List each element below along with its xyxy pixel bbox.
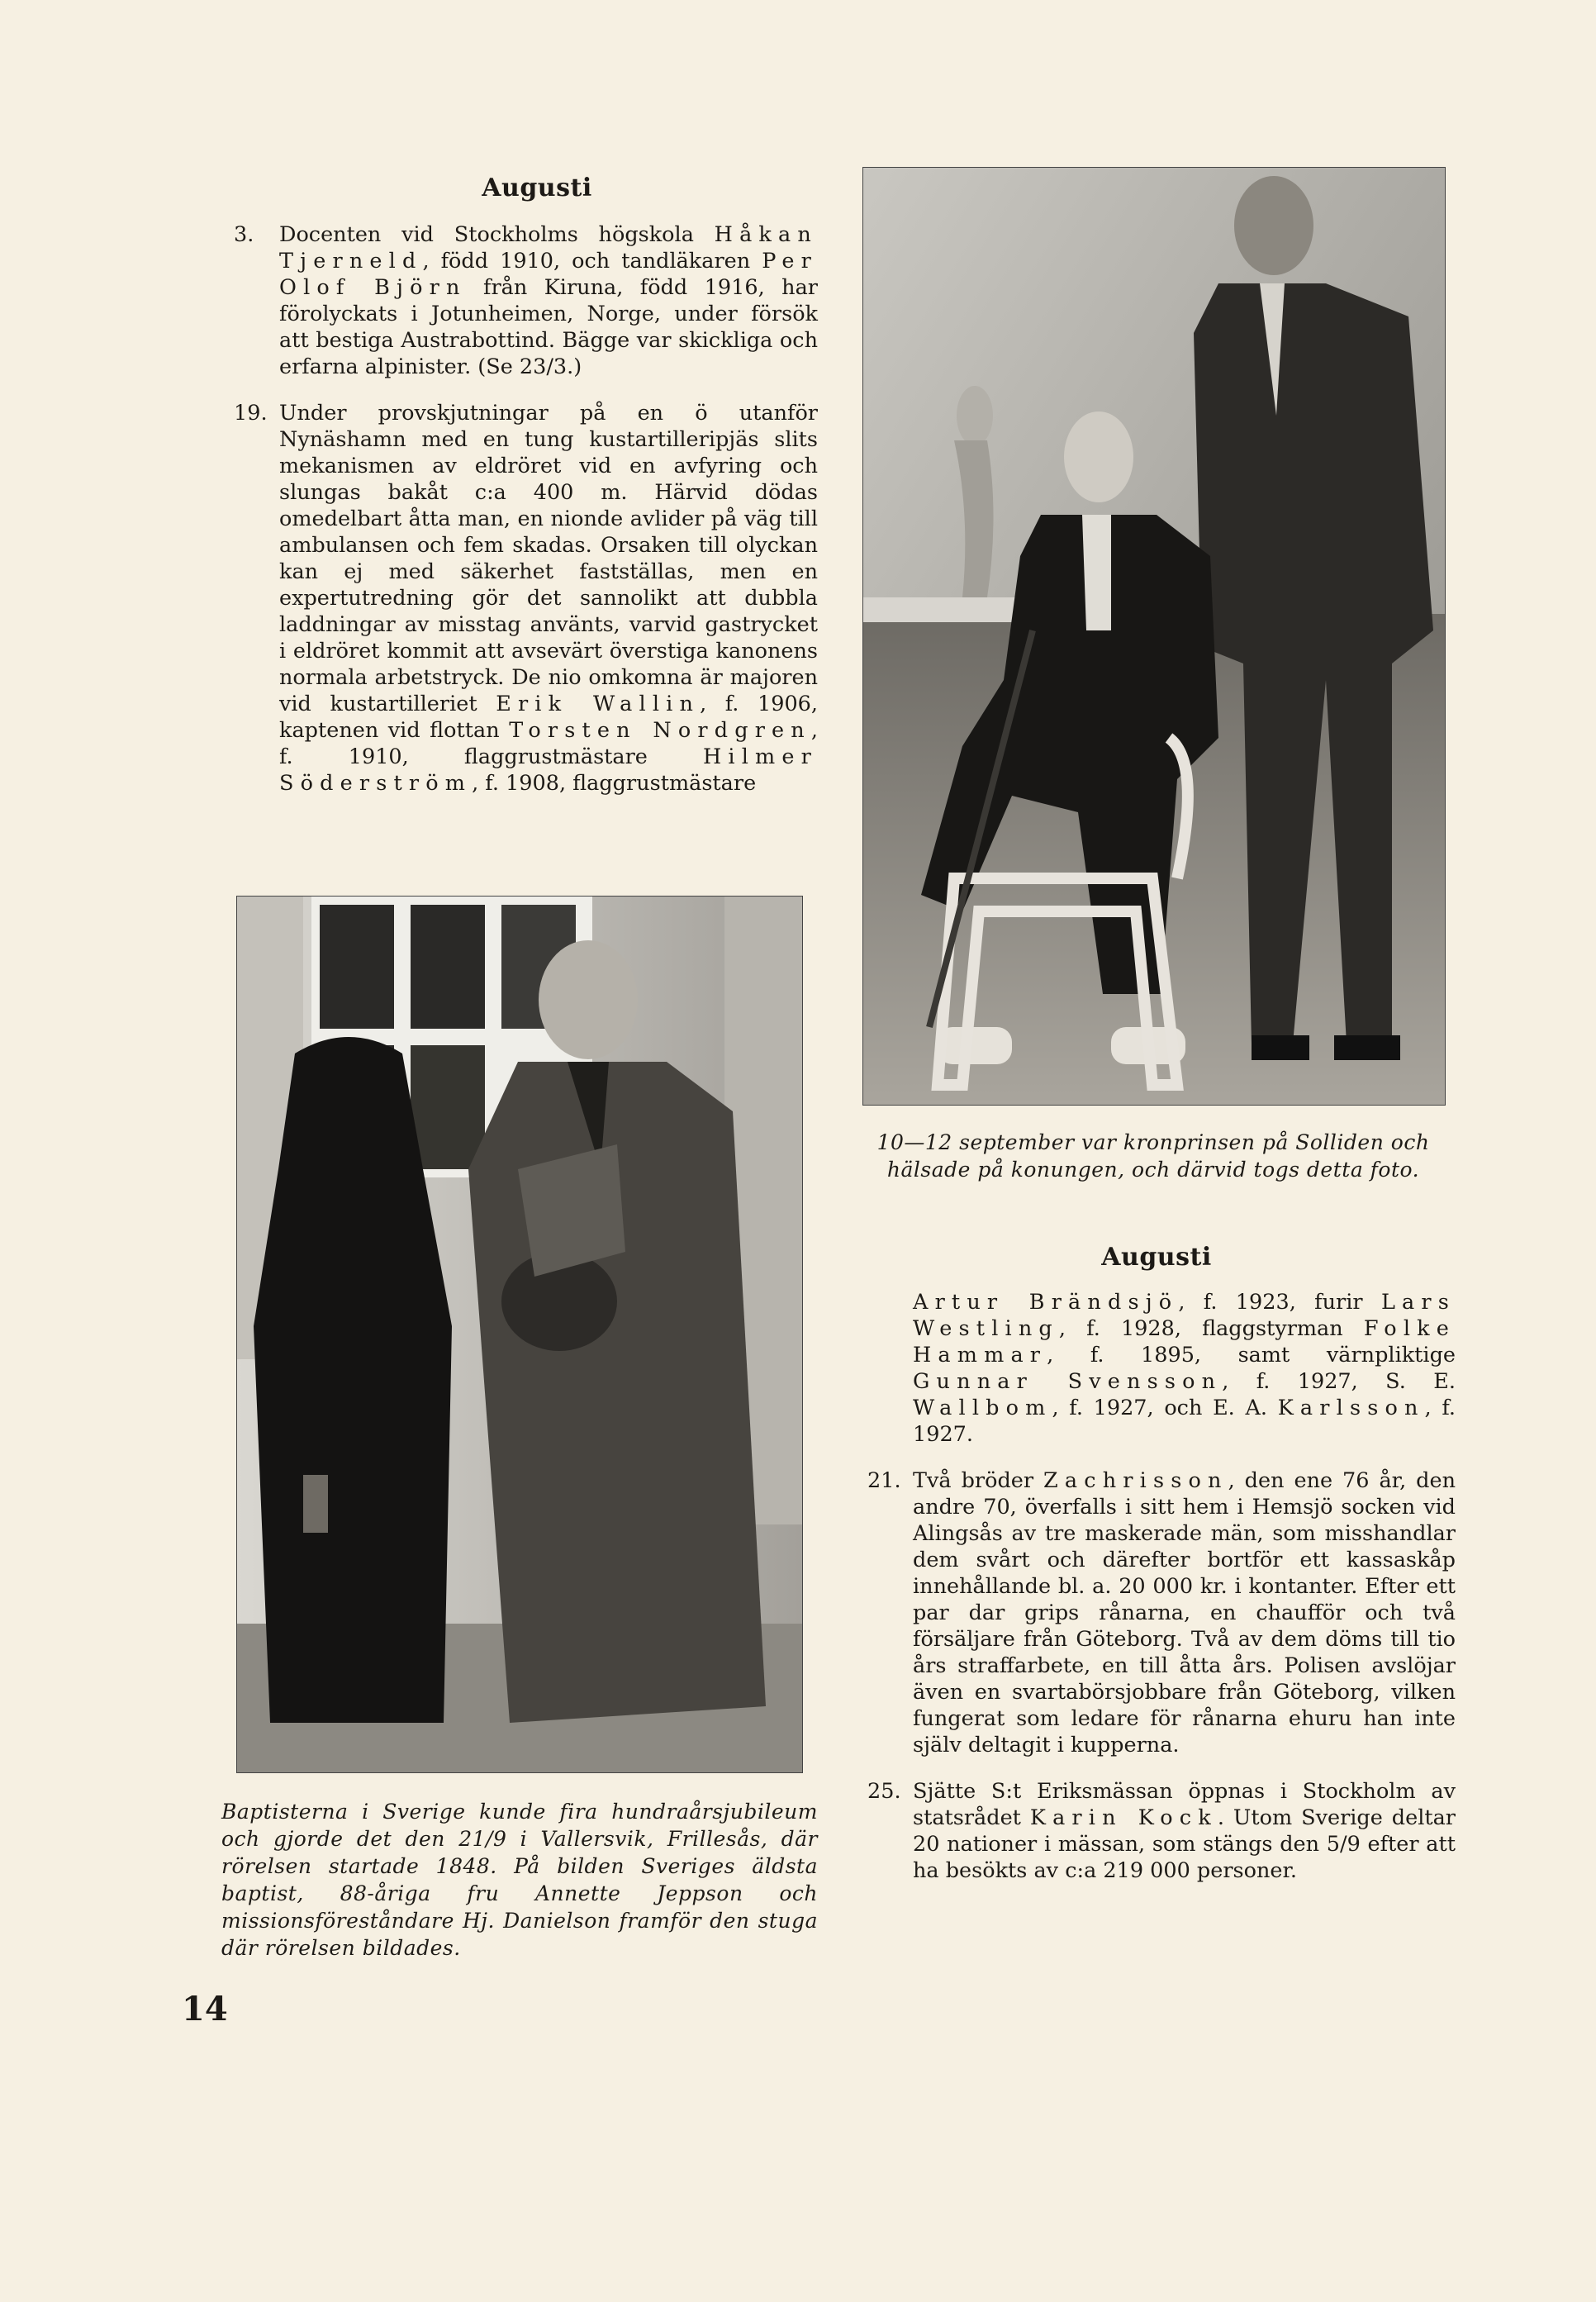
- left-column-heading: Augusti: [482, 174, 592, 202]
- right-entry-text: [913, 1467, 1456, 1758]
- text-run: från Kiruna, född 1916, har förolyckats i Jotunheimen, Norge, under försök att bestiga Austrabottind. Bägge var skickliga och erfarna alpinister. (Se 23/3.): [279, 275, 818, 379]
- right-entry-text: [913, 1778, 1456, 1884]
- text-run: , f. 1908, flaggrustmästare: [472, 771, 757, 796]
- text-run: , f. 1910, flaggrustmästare: [279, 718, 818, 769]
- caption-right-photo: 10—12 september var kronprinsen på Solliden och hälsade på konungen, och därvid togs detta foto.: [876, 1130, 1430, 1182]
- text-run: , f. 1927.: [913, 1396, 1456, 1447]
- text-run: , f. 1906, kaptenen vid flottan: [279, 692, 819, 743]
- right-entry-date: 21.: [867, 1468, 901, 1493]
- right-column: [867, 1289, 1456, 1904]
- person-name: Gunnar Svensson: [913, 1369, 1223, 1394]
- text-run: , f. 1895, samt värnpliktige: [1047, 1343, 1456, 1367]
- photo-king-and-crown-prince: [862, 167, 1446, 1106]
- left-column: [234, 221, 818, 816]
- person-name: Wallbom: [913, 1396, 1052, 1420]
- person-name: Per Olof Björn: [279, 249, 818, 300]
- right-entry: [867, 1778, 1456, 1884]
- person-name: Hilmer Söderström: [279, 744, 818, 796]
- page-number: 14: [182, 1990, 228, 2029]
- person-name: Zachrisson: [1043, 1468, 1228, 1493]
- text-run: , född 1910, och tandläkaren: [422, 249, 762, 273]
- left-entry: [234, 221, 818, 380]
- person-name: Håkan Tjerneld: [279, 222, 818, 273]
- text-run: Under provskjutningar på en ö utanför Nynäshamn med en tung kustartilleripjäs slits mekanismen av eldröret vid en avfyring och slungas bakåt c:a 400 m. Härvid dödas omedelbart åtta man, en nionde avlider på väg till ambulansen och fem skadas. Orsaken till olyckan kan ej med säkerhet fastställas, men en expertutredning gör det sannolikt att dubbla laddningar av misstag använts, varvid gastrycket i eldröret kommit att avsevärt överstiga kanonens normala arbetstryck. De nio omkomna är majoren vid kustartilleriet: [279, 401, 818, 716]
- text-run: , f. 1928, flaggstyrman: [1058, 1316, 1364, 1341]
- right-entry: [867, 1289, 1456, 1448]
- person-name: Erik Wallin: [496, 692, 701, 716]
- text-run: . Utom Sverige deltar 20 nationer i mässan, som stängs den 5/9 efter att ha besökts av c:a 219 000 personer.: [913, 1805, 1456, 1883]
- person-name: Karin Kock: [1029, 1805, 1218, 1830]
- person-name: Folke Hammar: [913, 1316, 1456, 1367]
- left-entry-date: 19.: [234, 401, 268, 426]
- text-run: Två bröder: [913, 1468, 1044, 1493]
- left-entry-text: [279, 221, 818, 380]
- text-run: , f. 1923, furir: [1178, 1290, 1381, 1315]
- left-entry-text: [279, 400, 818, 797]
- photo-baptist-jubilee: [236, 896, 803, 1773]
- person-name: Artur Brändsjö: [913, 1290, 1179, 1315]
- text-run: , f. 1927, S. E.: [1222, 1369, 1456, 1394]
- text-run: Docenten vid Stockholms högskola: [279, 222, 715, 247]
- right-entry-text: [913, 1289, 1456, 1448]
- person-name: Karlsson: [1277, 1396, 1425, 1420]
- right-column-heading: Augusti: [1101, 1243, 1212, 1272]
- person-name: Torsten Nordgren: [509, 718, 811, 743]
- photo-baptist-jubilee-image: [237, 897, 802, 1772]
- person-name: Lars Westling: [913, 1290, 1456, 1341]
- left-entry: [234, 400, 818, 797]
- photo-king-and-crown-prince-image: [863, 168, 1445, 1105]
- caption-left-photo: Baptisterna i Sverige kunde fira hundraårsjubileum och gjorde det den 21/9 i Vallersvik, Frillesås, där rörelsen startade 1848. På bilden Sveriges äldsta baptist, 88-åriga fru Annette Jeppson och missionsföreståndare Hj. Danielson framför den stuga där rörelsen bildades.: [221, 1800, 818, 1960]
- text-run: Sjätte S:t Eriksmässan öppnas i Stockholm av statsrådet: [913, 1779, 1456, 1830]
- text-run: , den ene 76 år, den andre 70, överfalls i sitt hem i Hemsjö socken vid Alingsås av tre maskerade män, som misshandlar dem svårt och därefter bortför ett kassaskåp innehållande bl. a. 20 000 kr. i kontanter. Efter ett par dar grips rånarna, en chaufför och två försäljare från Göteborg. Två av dem döms till tio års straffarbete, en till åtta års. Polisen avslöjar även en svartabörsjobbare från Göteborg, vilken fungerat som ledare för rånarna ehuru han inte själv deltagit i kupperna.: [913, 1468, 1456, 1757]
- left-entry-date: 3.: [234, 222, 254, 247]
- right-entry: [867, 1467, 1456, 1758]
- text-run: , f. 1927, och E. A.: [1052, 1396, 1278, 1420]
- right-entry-date: 25.: [867, 1779, 901, 1804]
